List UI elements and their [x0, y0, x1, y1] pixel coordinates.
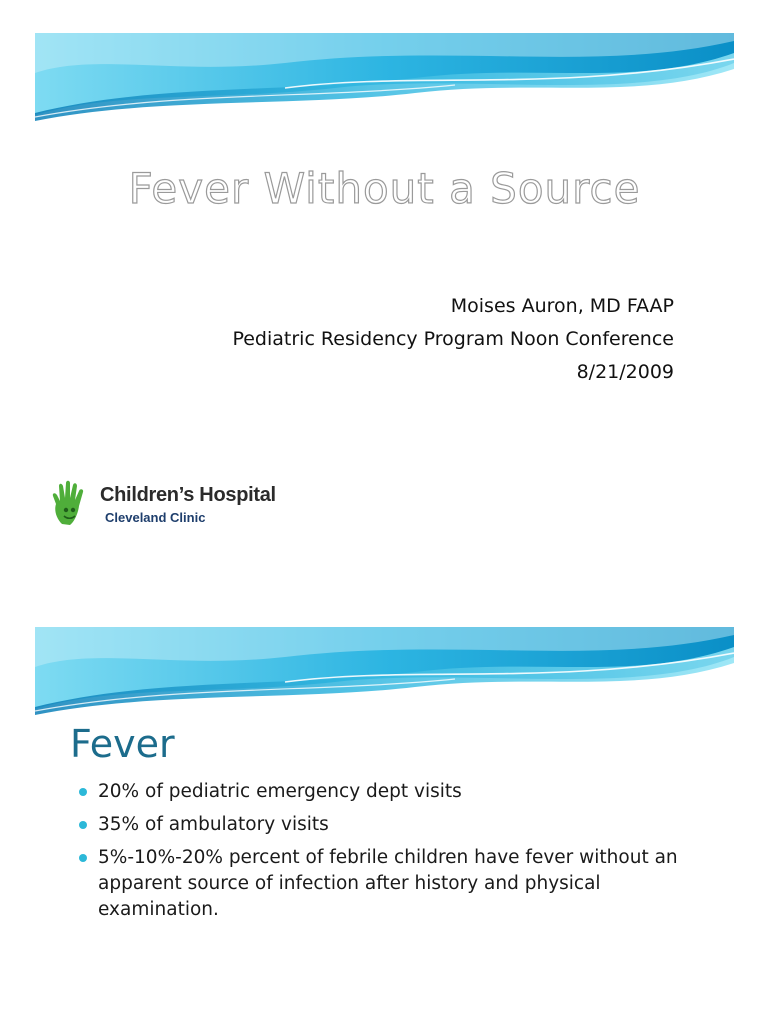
childrens-hospital-logo [50, 480, 300, 540]
presentation-date: 8/21/2009 [576, 361, 674, 383]
bullet-icon [79, 821, 87, 829]
event-name: Pediatric Residency Program Noon Conference [232, 328, 674, 350]
bullet-icon [79, 788, 87, 796]
bullet-text: 35% of ambulatory visits [98, 814, 329, 835]
slide-title: Fever [70, 722, 175, 766]
bullet-icon [79, 854, 87, 862]
presenter-block [232, 290, 674, 389]
slide-title: Fever Without a Source [128, 164, 641, 213]
bullet-text: 20% of pediatric emergency dept visits [98, 781, 462, 802]
presenter-name: Moises Auron, MD FAAP [450, 295, 674, 317]
hand-icon [50, 480, 92, 526]
list-item [79, 779, 699, 805]
logo-line-2: Cleveland Clinic [105, 510, 206, 525]
list-item [79, 812, 699, 838]
logo-line-1: Children’s Hospital [100, 484, 276, 506]
list-item [79, 845, 699, 923]
fever-slide [35, 627, 734, 1006]
bullet-list [79, 779, 699, 930]
title-slide [35, 33, 734, 525]
bullet-text: 5%-10%-20% percent of febrile children have fever without an apparent source of infection after history and physical examination. [98, 847, 678, 920]
wave-banner [35, 627, 734, 717]
wave-banner [35, 33, 734, 123]
